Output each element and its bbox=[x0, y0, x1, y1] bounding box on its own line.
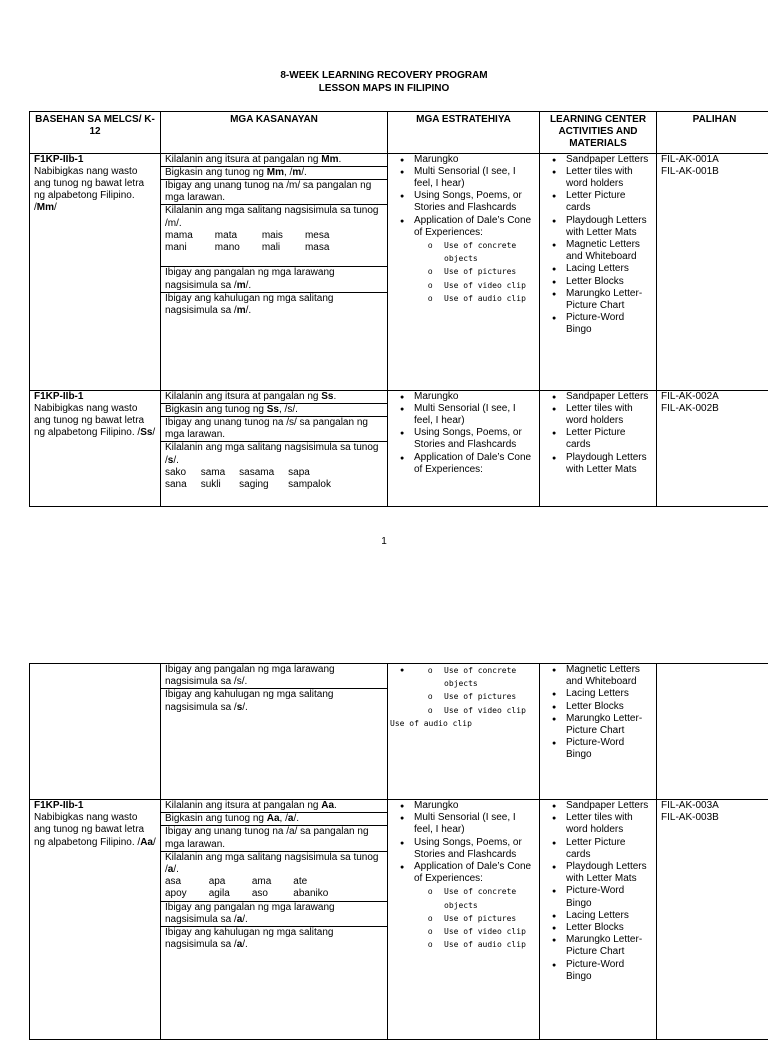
list-item: ● Multi Sensorial (I see, I feel, I hear) bbox=[414, 166, 535, 190]
materials-cell bbox=[540, 800, 657, 1040]
list-item: ● Letter Blocks bbox=[566, 276, 652, 288]
skill-item: Kilalanin ang itsura at pangalan ng Ss. bbox=[161, 391, 387, 404]
list-item: ● Marungko bbox=[414, 800, 535, 812]
competency-desc: Nabibigkas nang wasto ang tunog ng bawat letra ng alpabetong Filipino. /Ss/ bbox=[34, 403, 156, 440]
list-item: ● Marungko Letter-Picture Chart bbox=[566, 288, 652, 312]
col-header-palihan: PALIHAN bbox=[657, 112, 768, 154]
table-row bbox=[30, 153, 768, 390]
estratehiya-cell bbox=[388, 664, 540, 800]
list-item: ● Letter Picture cards bbox=[566, 837, 652, 861]
palihan-cell bbox=[657, 800, 768, 1040]
col-header-learning-center: LEARNING CENTER ACTIVITIES AND MATERIALS bbox=[540, 112, 657, 154]
list-item: ● Playdough Letters with Letter Mats bbox=[566, 452, 652, 476]
skill-item: Kilalanin ang mga salitang nagsisimula sa tunog /a/. asa apa ama ate apoy agila aso abaniko bbox=[161, 852, 387, 902]
list-item: ● Letter tiles with word holders bbox=[566, 166, 652, 190]
skill-item: Kilalanin ang itsura at pangalan ng Aa. bbox=[161, 800, 387, 813]
kasanayan-cell bbox=[161, 390, 388, 506]
skill-item: Kilalanin ang itsura at pangalan ng Mm. bbox=[161, 154, 387, 167]
list-item: o Use of pictures bbox=[444, 912, 535, 925]
materials-list bbox=[544, 800, 652, 983]
list-item: ● Lacing Letters bbox=[566, 910, 652, 922]
list-item: ● Marungko bbox=[414, 391, 535, 403]
cone-list bbox=[414, 239, 535, 305]
skill-item: Ibigay ang unang tunog na /s/ sa pangalan ng mga larawan. bbox=[161, 417, 387, 442]
competency-desc: Nabibigkas nang wasto ang tunog ng bawat letra ng alpabetong Filipino. /Aa/ bbox=[34, 812, 156, 849]
list-item: ● Marungko Letter-Picture Chart bbox=[566, 934, 652, 958]
word-list: asa apa ama ate apoy agila aso abaniko bbox=[165, 876, 383, 900]
list-item: o Use of audio clip bbox=[444, 292, 535, 305]
list-item: ● Letter Picture cards bbox=[566, 427, 652, 451]
materials-cell bbox=[540, 153, 657, 390]
kasanayan-cell bbox=[161, 664, 388, 800]
list-item: ● Sandpaper Letters bbox=[566, 154, 652, 166]
competency-code: F1KP-IIb-1 bbox=[34, 391, 156, 403]
list-item: ● Letter tiles with word holders bbox=[566, 403, 652, 427]
palihan-cell bbox=[657, 390, 768, 506]
palihan-code: FIL-AK-001B bbox=[661, 166, 768, 178]
list-item: o Use of pictures bbox=[444, 265, 535, 278]
list-item: ● Using Songs, Poems, or Stories and Flashcards bbox=[414, 190, 535, 214]
basehan-cell bbox=[30, 153, 161, 390]
estratehiya-cell bbox=[388, 390, 540, 506]
palihan-code: FIL-AK-003B bbox=[661, 812, 768, 824]
list-item: ● Picture-Word Bingo bbox=[566, 737, 652, 761]
skill-item: Ibigay ang unang tunog na /a/ sa pangalan ng mga larawan. bbox=[161, 826, 387, 851]
document-page-2 bbox=[0, 600, 768, 1024]
list-item bbox=[414, 664, 535, 717]
skill-item: Bigkasin ang tunog ng Ss, /s/. bbox=[161, 404, 387, 417]
skill-item: Bigkasin ang tunog ng Mm, /m/. bbox=[161, 167, 387, 180]
col-header-basehan: BASEHAN SA MELCS/ K-12 bbox=[30, 112, 161, 154]
list-item: ● Multi Sensorial (I see, I feel, I hear) bbox=[414, 812, 535, 836]
materials-list bbox=[544, 664, 652, 762]
list-item: ● Sandpaper Letters bbox=[566, 800, 652, 812]
list-item: ● Application of Dale’s Cone of Experiences: o Use of concrete objects o Use of pictures o Use of video clip o Use of audio clip bbox=[414, 861, 535, 951]
skill-item: Ibigay ang pangalan ng mga larawang nagsisimula sa /s/. bbox=[161, 664, 387, 689]
col-header-estratehiya: MGA ESTRATEHIYA bbox=[388, 112, 540, 154]
list-item: ● Using Songs, Poems, or Stories and Flashcards bbox=[414, 837, 535, 861]
cone-list bbox=[414, 664, 535, 717]
list-item: ● Letter Blocks bbox=[566, 701, 652, 713]
lesson-map-table-page-1 bbox=[29, 111, 768, 507]
basehan-cell bbox=[30, 800, 161, 1040]
competency-desc: Nabibigkas nang wasto ang tunog ng bawat letra ng alpabetong Filipino. /Mm/ bbox=[34, 166, 156, 215]
skill-item: Ibigay ang unang tunog na /m/ sa pangalan ng mga larawan. bbox=[161, 180, 387, 205]
list-item: ● Application of Dale’s Cone of Experiences: bbox=[414, 452, 535, 476]
list-item: ● Marungko bbox=[414, 154, 535, 166]
list-item: o Use of video clip bbox=[444, 704, 535, 717]
list-item: ● Application of Dale’s Cone of Experiences: o Use of concrete objects o Use of pictures o Use of video clip o Use of audio clip bbox=[414, 215, 535, 305]
estratehiya-cell bbox=[388, 153, 540, 390]
list-item: ● Playdough Letters with Letter Mats bbox=[566, 215, 652, 239]
list-item: ● Lacing Letters bbox=[566, 263, 652, 275]
list-item: ● Lacing Letters bbox=[566, 688, 652, 700]
list-item: ● Picture-Word Bingo bbox=[566, 959, 652, 983]
list-item: o ● Use of concrete objects bbox=[444, 664, 535, 690]
strategy-list bbox=[392, 664, 535, 717]
list-item: ● Sandpaper Letters bbox=[566, 391, 652, 403]
skill-item: Kilalanin ang mga salitang nagsisimula sa tunog /m/. mama mata mais mesa mani mano mali masa bbox=[161, 205, 387, 267]
materials-list bbox=[544, 391, 652, 476]
list-item: o Use of audio clip bbox=[444, 938, 535, 951]
strategy-list bbox=[392, 800, 535, 951]
materials-cell bbox=[540, 390, 657, 506]
kasanayan-cell bbox=[161, 800, 388, 1040]
palihan-code: FIL-AK-001A bbox=[661, 154, 768, 166]
title-block bbox=[0, 69, 768, 95]
materials-cell bbox=[540, 664, 657, 800]
list-item: ● Multi Sensorial (I see, I feel, I hear) bbox=[414, 403, 535, 427]
skill-item: Ibigay ang pangalan ng mga larawang nagsisimula sa /m/. bbox=[161, 267, 387, 292]
list-item: ● Magnetic Letters and Whiteboard bbox=[566, 664, 652, 688]
skill-item: Ibigay ang kahulugan ng mga salitang nagsisimula sa /a/. bbox=[161, 927, 387, 951]
list-item: ● Letter Blocks bbox=[566, 922, 652, 934]
palihan-code: FIL-AK-002B bbox=[661, 403, 768, 415]
competency-code: F1KP-IIb-1 bbox=[34, 800, 156, 812]
list-item: ● Marungko Letter-Picture Chart bbox=[566, 713, 652, 737]
word-list: mama mata mais mesa mani mano mali masa bbox=[165, 230, 383, 254]
competency-code: F1KP-IIb-1 bbox=[34, 154, 156, 166]
palihan-code: FIL-AK-003A bbox=[661, 800, 768, 812]
list-item: ● Letter tiles with word holders bbox=[566, 812, 652, 836]
basehan-cell bbox=[30, 390, 161, 506]
list-item: o Use of video clip bbox=[444, 279, 535, 292]
skill-item: Ibigay ang kahulugan ng mga salitang nagsisimula sa /m/. bbox=[161, 293, 387, 317]
skill-item: Ibigay ang kahulugan ng mga salitang nagsisimula sa /s/. bbox=[161, 689, 387, 713]
cone-list bbox=[414, 885, 535, 951]
list-item: ● Picture-Word Bingo bbox=[566, 885, 652, 909]
col-header-kasanayan: MGA KASANAYAN bbox=[161, 112, 388, 154]
strategy-list bbox=[392, 391, 535, 476]
word-list: sako sama sasama sapa sana sukli saging sampalok bbox=[165, 467, 383, 491]
program-subtitle: LESSON MAPS IN FILIPINO bbox=[0, 82, 768, 95]
list-item: o Use of video clip bbox=[444, 925, 535, 938]
program-title: 8-WEEK LEARNING RECOVERY PROGRAM bbox=[0, 69, 768, 82]
materials-list bbox=[544, 154, 652, 337]
table-header-row bbox=[30, 112, 768, 154]
lesson-map-table-page-2 bbox=[29, 663, 768, 1040]
table-row bbox=[30, 390, 768, 506]
skill-item: Bigkasin ang tunog ng Aa, /a/. bbox=[161, 813, 387, 826]
page-gap bbox=[0, 585, 768, 600]
list-item: o Use of concrete objects bbox=[444, 239, 535, 265]
table-row bbox=[30, 664, 768, 800]
list-item: ● Letter Picture cards bbox=[566, 190, 652, 214]
skill-item: Ibigay ang pangalan ng mga larawang nagsisimula sa /a/. bbox=[161, 902, 387, 927]
list-item: o Use of pictures bbox=[444, 690, 535, 703]
palihan-code: FIL-AK-002A bbox=[661, 391, 768, 403]
basehan-cell bbox=[30, 664, 161, 800]
palihan-cell bbox=[657, 664, 768, 800]
list-item: ● Picture-Word Bingo bbox=[566, 312, 652, 336]
estratehiya-cell bbox=[388, 800, 540, 1040]
skill-item: Kilalanin ang mga salitang nagsisimula sa tunog /s/. sako sama sasama sapa sana sukli saging sampalok bbox=[161, 442, 387, 491]
kasanayan-cell bbox=[161, 153, 388, 390]
list-item: o Use of concrete objects bbox=[444, 885, 535, 911]
table-row bbox=[30, 800, 768, 1040]
strategy-list bbox=[392, 154, 535, 305]
page-number: 1 bbox=[0, 536, 768, 547]
list-item: ● Using Songs, Poems, or Stories and Flashcards bbox=[414, 427, 535, 451]
cone-item-last: Use of audio clip bbox=[390, 717, 535, 730]
list-item: ● Magnetic Letters and Whiteboard bbox=[566, 239, 652, 263]
palihan-cell bbox=[657, 153, 768, 390]
list-item: ● Playdough Letters with Letter Mats bbox=[566, 861, 652, 885]
